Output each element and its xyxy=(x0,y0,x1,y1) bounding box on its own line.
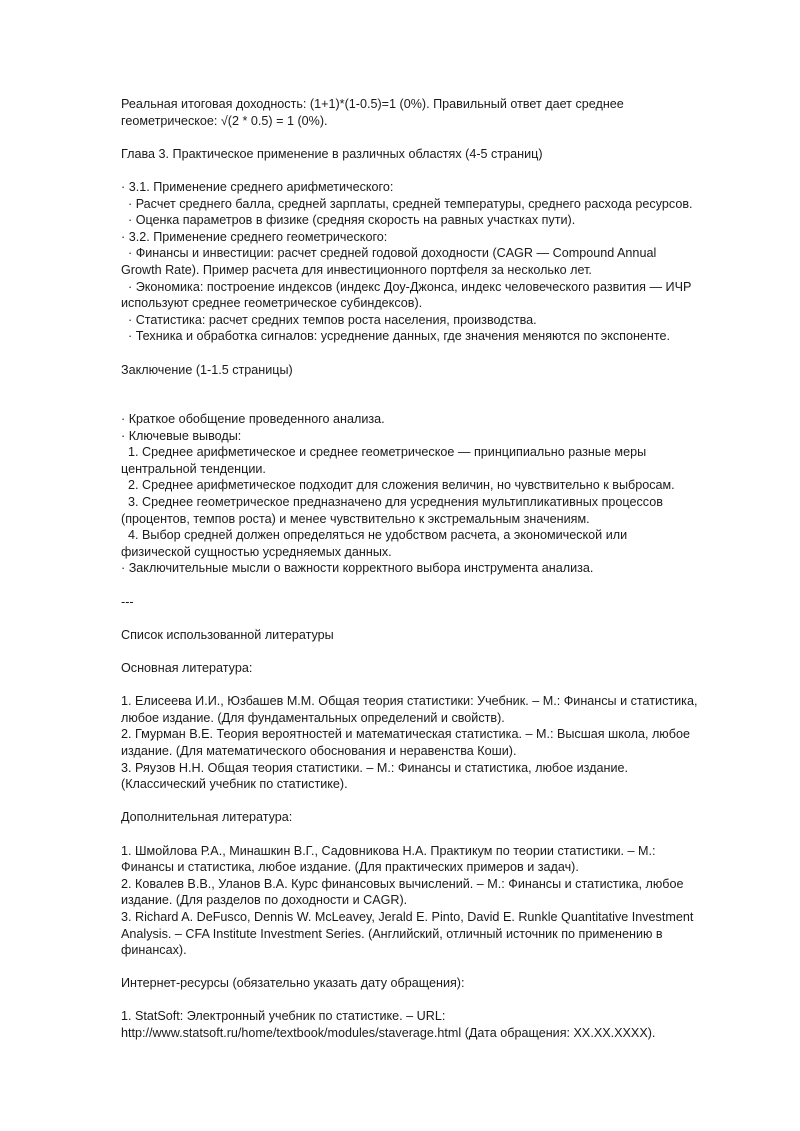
list-item: 1. Среднее арифметическое и среднее геометрическое — принципиально разные меры xyxy=(121,445,647,460)
web-resources-list xyxy=(121,1008,681,1041)
chapter3-heading: Глава 3. Практическое применение в различных областях (4-5 страниц) xyxy=(121,146,543,161)
list-item: · 3.1. Применение среднего арифметического: xyxy=(121,179,394,194)
list-item: · Расчет среднего балла, средней зарплаты, средней температуры, среднего расхода ресурсов. xyxy=(121,196,693,211)
reference-item: издание. (Для разделов по доходности и CAGR). xyxy=(121,893,408,908)
list-item: 4. Выбор средней должен определяться не удобством расчета, а экономической или xyxy=(121,528,628,543)
main-literature-list xyxy=(121,693,698,793)
list-item: · Краткое обобщение проведенного анализа. xyxy=(121,412,385,427)
intro-paragraph xyxy=(121,96,681,129)
conclusion-heading: Заключение (1-1.5 страницы) xyxy=(121,362,293,377)
reference-item: 3. Ряузов Н.Н. Общая теория статистики. – М.: Финансы и статистика, любое издание. xyxy=(121,760,629,775)
reference-item: 2. Ковалев В.В., Уланов В.А. Курс финансовых вычислений. – М.: Финансы и статистика, любое xyxy=(121,876,684,891)
reference-item: Analysis. – CFA Institute Investment Series. (Английский, отличный источник по применению в xyxy=(121,926,663,941)
main-literature-heading: Основная литература: xyxy=(121,661,253,675)
extra-literature-list xyxy=(121,843,694,959)
reference-item: любое издание. (Для фундаментальных определений и свойств). xyxy=(121,710,505,725)
reference-item: 1. StatSoft: Электронный учебник по статистике. – URL: xyxy=(121,1009,446,1024)
document-body xyxy=(121,96,698,1042)
reference-item: издание. (Для математического обоснования и неравенства Коши). xyxy=(121,743,517,758)
list-item: · Экономика: построение индексов (индекс Доу-Джонса, индекс человеческого развития — ИЧР xyxy=(121,279,692,294)
chapter3-list xyxy=(121,179,693,345)
text-line: Реальная итоговая доходность: (1+1)*(1-0.5)=1 (0%). Правильный ответ дает среднее xyxy=(121,97,624,111)
list-item: · 3.2. Применение среднего геометрического: xyxy=(121,229,388,244)
reference-item: 2. Гмурман В.Е. Теория вероятностей и математическая статистика. – М.: Высшая школа, любое xyxy=(121,727,690,742)
reference-url: http://www.statsoft.ru/home/textbook/modules/staverage.html (Дата обращения: XX.XX.XXXX). xyxy=(121,1026,656,1041)
list-item: Growth Rate). Пример расчета для инвестиционного портфеля за несколько лет. xyxy=(121,262,592,277)
reference-item: финансах). xyxy=(121,943,187,958)
references-heading: Список использованной литературы xyxy=(121,627,334,642)
reference-item: 1. Елисеева И.И., Юзбашев М.М. Общая теория статистики: Учебник. – М.: Финансы и статистика, xyxy=(121,694,698,709)
list-item: · Техника и обработка сигналов: усреднение данных, где значения меняются по экспоненте. xyxy=(121,329,671,344)
list-item: центральной тенденции. xyxy=(121,461,266,476)
reference-item: (Классический учебник по статистике). xyxy=(121,777,348,792)
reference-item: 1. Шмойлова Р.А., Минашкин В.Г., Садовникова Н.А. Практикум по теории статистики. – М.: xyxy=(121,843,656,858)
conclusion-list xyxy=(121,411,681,577)
reference-item: Финансы и статистика, любое издание. (Для практических примеров и задач). xyxy=(121,860,579,875)
list-item: (процентов, темпов роста) и менее чувствительно к экстремальным значениям. xyxy=(121,511,590,526)
list-item: · Финансы и инвестиции: расчет средней годовой доходности (CAGR — Compound Annual xyxy=(121,246,657,261)
list-item: · Статистика: расчет средних темпов роста населения, производства. xyxy=(121,312,537,327)
text-line: геометрическое: √(2 * 0.5) = 1 (0%). xyxy=(121,113,328,128)
list-item: · Заключительные мысли о важности корректного выбора инструмента анализа. xyxy=(121,561,594,576)
list-item: используют среднее геометрическое субиндексов). xyxy=(121,296,423,311)
list-item: 3. Среднее геометрическое предназначено для усреднения мультипликативных процессов xyxy=(121,495,663,510)
list-item: физической сущностью усредняемых данных. xyxy=(121,544,392,559)
extra-literature-heading: Дополнительная литература: xyxy=(121,810,293,825)
list-item: 2. Среднее арифметическое подходит для сложения величин, но чувствительно к выбросам. xyxy=(121,478,675,493)
web-resources-heading: Интернет-ресурсы (обязательно указать дату обращения): xyxy=(121,976,465,991)
list-item: · Оценка параметров в физике (средняя скорость на равных участках пути). xyxy=(121,213,576,228)
list-item: · Ключевые выводы: xyxy=(121,428,242,443)
reference-item: 3. Richard A. DeFusco, Dennis W. McLeavey, Jerald E. Pinto, David E. Runkle Quantitative Investment xyxy=(121,909,694,924)
section-separator: --- xyxy=(121,594,134,609)
